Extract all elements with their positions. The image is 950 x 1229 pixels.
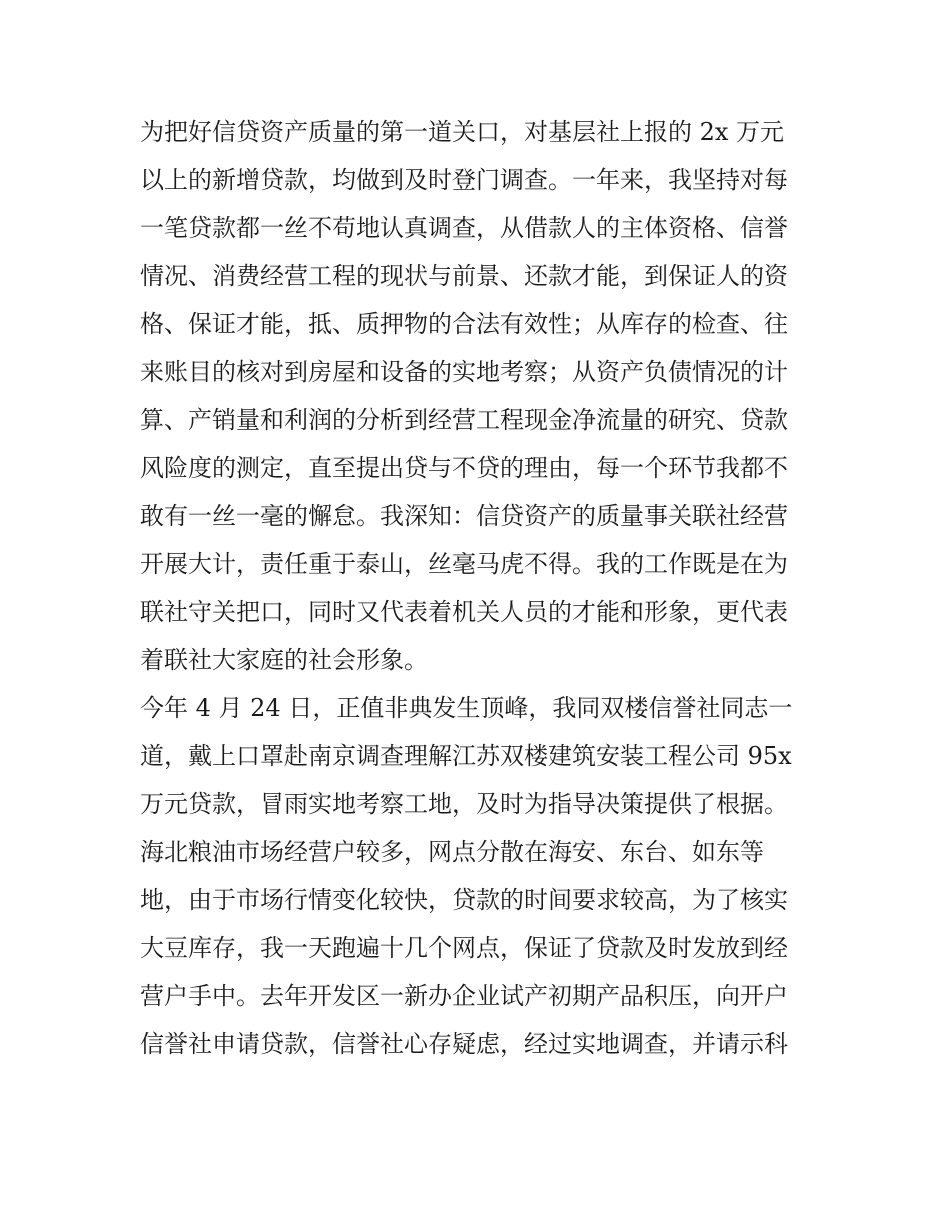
text-line: 道，戴上口罩赴南京调查理解江苏双楼建筑安装工程公司 95x <box>140 742 792 770</box>
text-line: 格、保证才能，抵、质押物的合法有效性；从库存的检查、往 <box>140 310 788 338</box>
text-line: 来账目的核对到房屋和设备的实地考察；从资产负债情况的计 <box>140 358 788 386</box>
text-line: 算、产销量和利润的分析到经营工程现金净流量的研究、贷款 <box>140 406 788 434</box>
text-line: 为把好信贷资产质量的第一道关口，对基层社上报的 2x 万元 <box>140 118 785 146</box>
text-line: 联社守关把口，同时又代表着机关人员的才能和形象，更代表 <box>140 598 788 626</box>
text-line: 今年 4 月 24 日，正值非典发生顶峰，我同双楼信誉社同志一 <box>140 694 793 722</box>
text-line: 风险度的测定，直至提出贷与不贷的理由，每一个环节我都不 <box>140 454 788 482</box>
text-line: 信誉社申请贷款，信誉社心存疑虑，经过实地调查，并请示科 <box>140 1030 788 1058</box>
text-line: 大豆库存，我一天跑遍十几个网点，保证了贷款及时发放到经 <box>140 934 788 962</box>
text-line: 敢有一丝一毫的懈怠。我深知：信贷资产的质量事关联社经营 <box>140 502 788 530</box>
body-text <box>140 108 820 1068</box>
text-line: 海北粮油市场经营户较多，网点分散在海安、东台、如东等 <box>140 838 764 866</box>
text-line: 地，由于市场行情变化较快，贷款的时间要求较高，为了核实 <box>140 886 788 914</box>
text-line: 万元贷款，冒雨实地考察工地，及时为指导决策提供了根据。 <box>140 790 788 818</box>
text-line: 着联社大家庭的社会形象。 <box>140 646 428 674</box>
text-line: 以上的新增贷款，均做到及时登门调查。一年来，我坚持对每 <box>140 166 788 194</box>
text-line: 开展大计，责任重于泰山，丝毫马虎不得。我的工作既是在为 <box>140 550 788 578</box>
text-line: 一笔贷款都一丝不苟地认真调查，从借款人的主体资格、信誉 <box>140 214 788 242</box>
text-line: 情况、消费经营工程的现状与前景、还款才能，到保证人的资 <box>140 262 788 290</box>
text-line: 营户手中。去年开发区一新办企业试产初期产品积压，向开户 <box>140 982 788 1010</box>
